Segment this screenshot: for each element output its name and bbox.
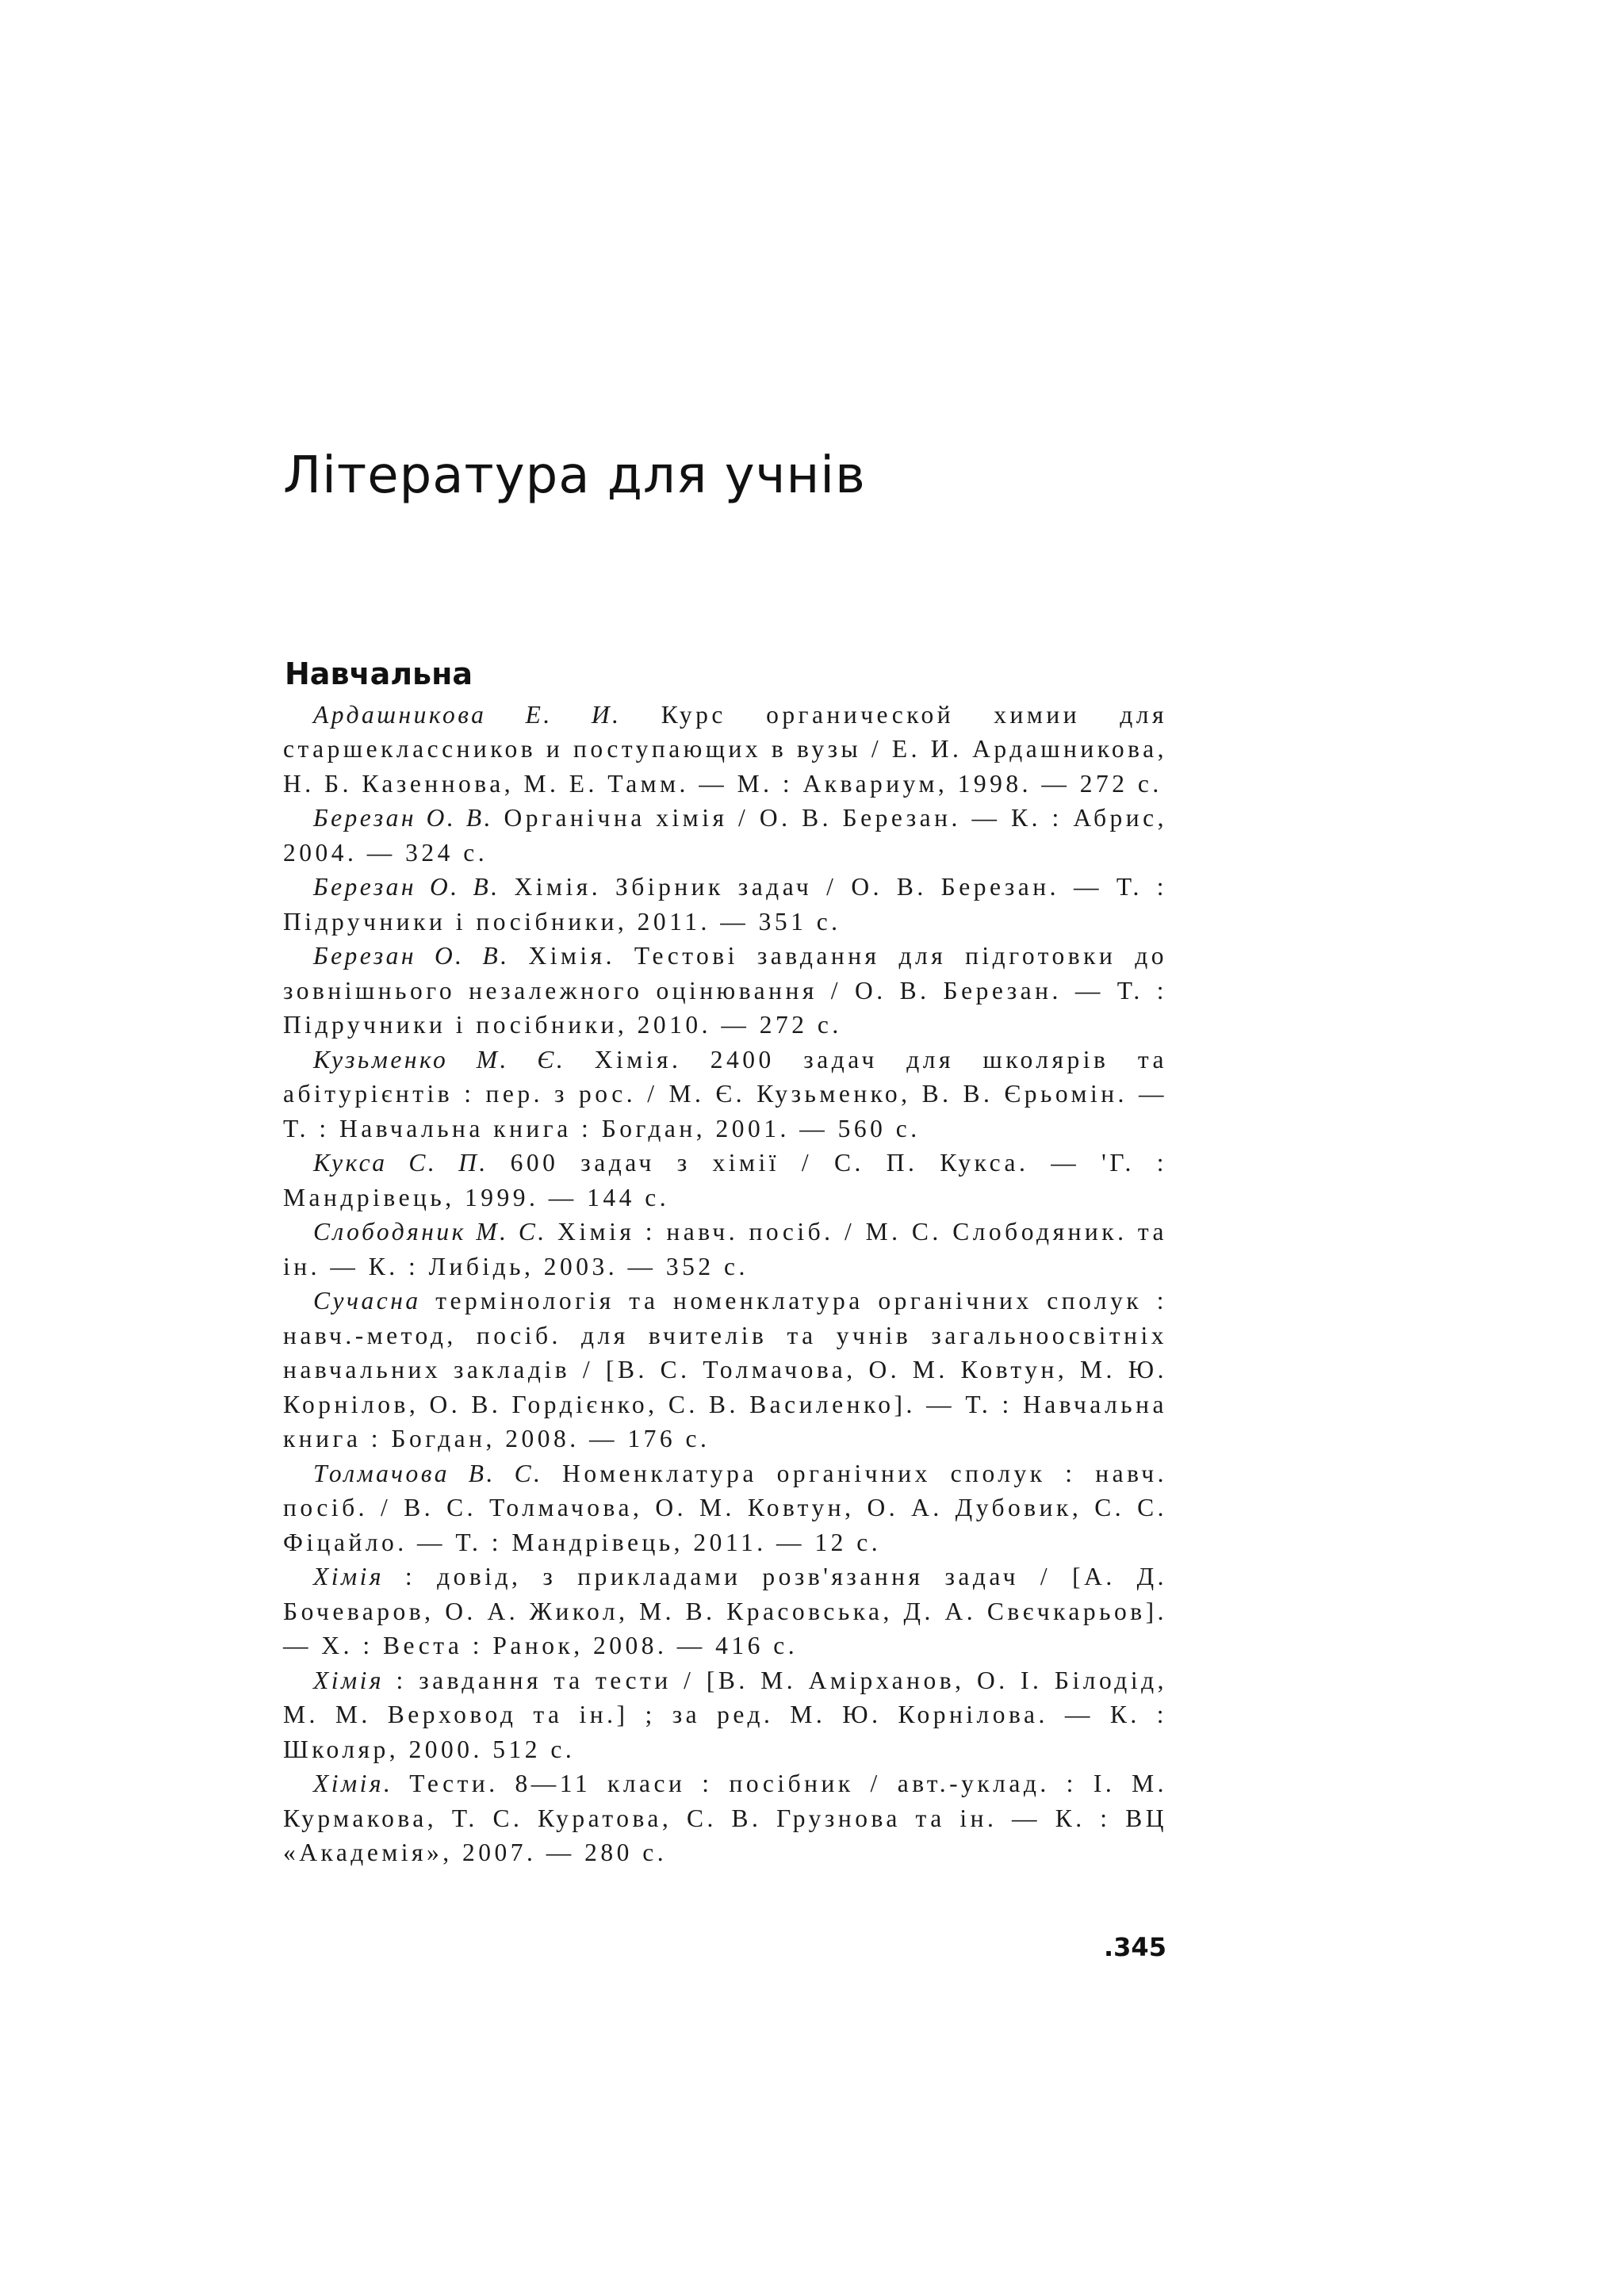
entry-author: Хімія [313,1666,384,1694]
entry-author: Хімія. [313,1770,393,1798]
bibliography-entry [283,1663,1167,1767]
entry-text: Номенклатура органічних сполук : навч. посіб. / В. С. Толмачова, О. М. Ковтун, О. А. Дубовик, С. С. Фіцайло. — Т. : Мандрівець, 2011. — 12 с. [283,1459,1167,1556]
bibliography-entry [283,1284,1167,1456]
entry-author: Сучасна [313,1287,421,1315]
bibliography-entry [283,1456,1167,1560]
entry-author: Березан О. В. [313,942,510,970]
bibliography-entry [283,1043,1167,1146]
bibliography-entry [283,1559,1167,1663]
entry-author: Слободяник М. С. [313,1218,547,1246]
page-number: .345 [1104,1932,1166,1962]
bibliography-list [283,698,1167,1870]
bibliography-entry [283,870,1167,939]
entry-text: Хімія : навч. посіб. / М. С. Слободяник. та ін. — К. : Либідь, 2003. — 352 с. [283,1218,1167,1280]
bibliography-entry [283,801,1167,870]
entry-text: Курс органической химии для старшеклассников и поступающих в вузы / Е. И. Ардашникова, Н. Б. Казеннова, М. Е. Тамм. — М. : Аквариум, 1998. — 272 с. [283,700,1167,798]
entry-author: Кукса С. П. [313,1149,488,1177]
entry-author: Хімія [313,1563,384,1591]
entry-text: Органічна хімія / О. В. Березан. — К. : Абрис, 2004. — 324 с. [283,804,1167,867]
section-educational [283,656,1167,1870]
entry-text: : завдання та тести / [В. М. Амірханов, О. І. Білодід, М. М. Верховод та ін.] ; за ред. М. Ю. Корнілова. — К. : Школяр, 2000. 512 с. [283,1666,1167,1763]
entry-text: термінологія та номенклатура органічних сполук : навч.-метод, посіб. для вчителів та учнів загальноосвітніх навчальних закладів / [В. С. Толмачова, О. М. Ковтун, М. Ю. Корнілов, О. В. Гордієнко, С. В. Василенко]. — Т. : Навчальна книга : Богдан, 2008. — 176 с. [283,1287,1167,1453]
entry-author: Толмачова В. С. [313,1459,543,1487]
bibliography-entry [283,1146,1167,1215]
bibliography-entry [283,1215,1167,1284]
entry-text: Хімія. 2400 задач для школярів та абітурієнтів : пер. з рос. / М. Є. Кузьменко, В. В. Єрьомін. — Т. : Навчальна книга : Богдан, 2001. — 560 с. [283,1045,1167,1142]
bibliography-entry [283,1766,1167,1870]
bibliography-entry [283,698,1167,802]
entry-text: Хімія. Тестові завдання для підготовки до зовнішнього незалежного оцінювання / О. В. Березан. — Т. : Підручники і посібники, 2010. — 272 с. [283,942,1167,1039]
page-title: Література для учнів [283,446,866,505]
entry-text: Хімія. Збірник задач / О. В. Березан. — Т. : Підручники і посібники, 2011. — 351 с. [283,873,1167,936]
entry-text: 600 задач з хімії / С. П. Кукса. — 'Г. : Мандрівець, 1999. — 144 с. [283,1149,1167,1211]
entry-author: Ардашникова Е. И. [313,700,622,729]
bibliography-entry [283,939,1167,1043]
section-title: Навчальна [285,656,473,691]
entry-author: Березан О. В. [313,873,500,901]
entry-author: Кузьменко М. Є. [313,1045,566,1073]
entry-author: Березан О. В. [313,804,493,832]
entry-text: : довід, з прикладами розв'язання задач / [А. Д. Бочеваров, О. А. Жикол, М. В. Красовська, Д. А. Свєчкарьов]. — X. : Веста : Ранок, 2008. — 416 с. [283,1563,1167,1660]
entry-text: Тести. 8—11 класи : посібник / авт.-уклад. : І. М. Курмакова, Т. С. Куратова, С. В. Грузнова та ін. — К. : ВЦ «Академія», 2007. — 280 с. [283,1770,1167,1867]
